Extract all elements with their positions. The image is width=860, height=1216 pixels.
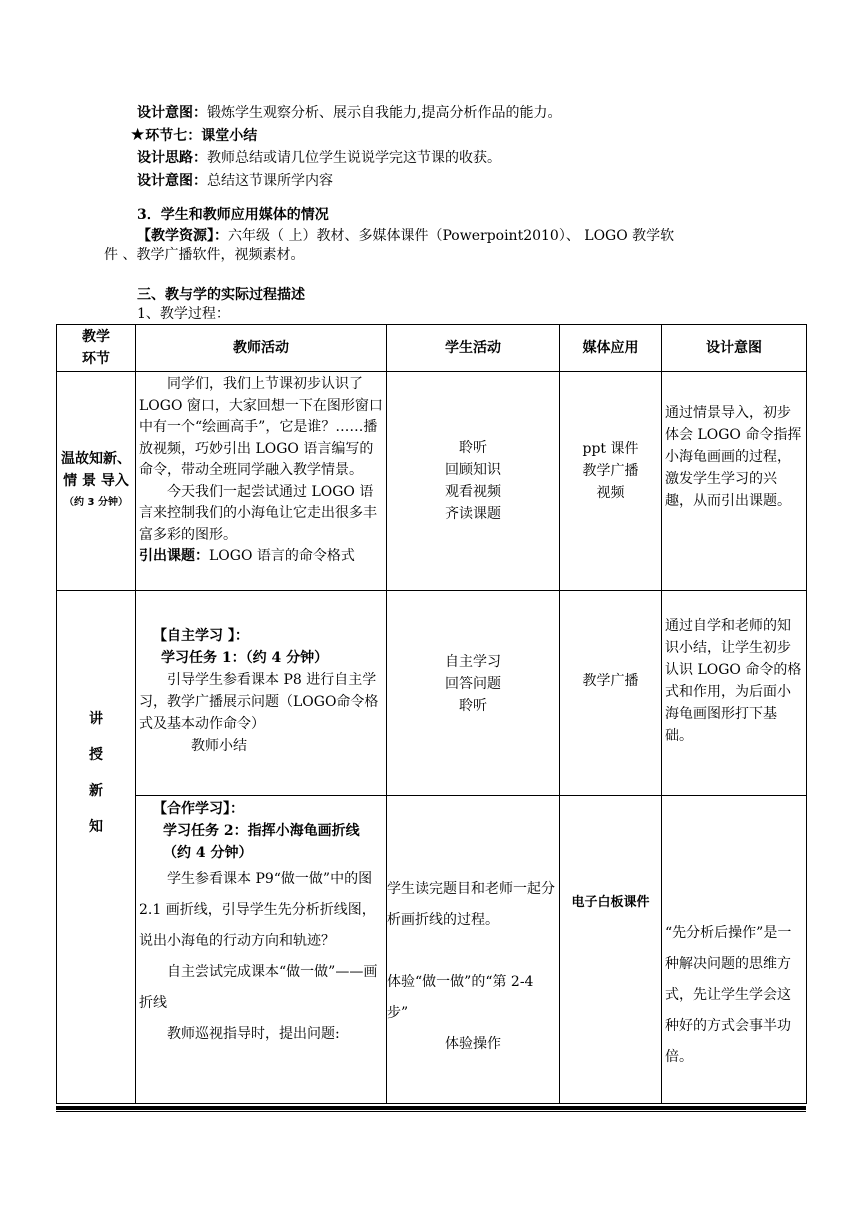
stage-cell <box>57 591 136 1104</box>
stage-char: 授 <box>89 747 103 763</box>
header-stage: 教学 环节 <box>57 325 136 372</box>
media-cell <box>560 372 662 591</box>
text: 总结这节课所学内容 <box>207 173 333 189</box>
resources-line-2: 件 、教学广播软件，视频素材。 <box>104 247 305 263</box>
intent-cell <box>662 372 807 591</box>
label: 设计思路： <box>137 150 207 166</box>
label: 设计意图： <box>137 105 207 121</box>
process-heading: 三、教与学的实际过程描述 <box>137 287 305 303</box>
table-bottom-rule-thin <box>56 1111 806 1112</box>
media-item: ppt 课件 <box>582 441 639 457</box>
stage-cell <box>57 372 136 591</box>
intent-cell <box>662 796 807 1104</box>
intent-text: “先分析后操作”是一种解决问题的思维方式，先让学生学会这种好的方式会事半功倍。 <box>665 925 792 1065</box>
student-activity-cell <box>387 372 560 591</box>
stage-line: 情 景 导入 <box>63 473 129 489</box>
student-item: 回顾知识 <box>445 462 501 478</box>
media-heading: 3．学生和教师应用媒体的情况 <box>137 207 329 223</box>
task-title: 学习任务 1：（约 4 分钟） <box>161 650 329 666</box>
paragraph: 教师巡视指导时，提出问题: <box>167 1026 340 1042</box>
stage-time: （约 3 分钟） <box>64 497 128 508</box>
label: 设计意图： <box>137 173 207 189</box>
section-title: 环节七：课堂小结 <box>145 128 258 144</box>
media-cell <box>560 591 662 796</box>
intent-cell <box>662 591 807 796</box>
student-activity-cell <box>387 591 560 796</box>
paragraph: 体验操作 <box>445 1036 501 1052</box>
text: 锻炼学生观察分析、展示自我能力,提高分析作品的能力。 <box>207 105 562 121</box>
intent-text: 通过情景导入，初步体会 LOGO 命令指挥小海龟画画的过程，激发学生学习的兴趣，从而引出课题。 <box>665 405 802 509</box>
paragraph: 自主尝试完成课本“做一做”——画折线 <box>139 964 378 1011</box>
student-item: 观看视频 <box>445 484 501 500</box>
student-item: 聆听 <box>459 698 487 714</box>
student-item: 自主学习 <box>445 654 501 670</box>
text: 六年级（ 上）教材、多媒体课件（Powerpoint2010）、 LOGO 教学软 <box>228 228 675 244</box>
design-intent-line <box>137 103 561 123</box>
student-item: 聆听 <box>459 440 487 456</box>
paragraph: 同学们，我们上节课初步认识了 LOGO 窗口，大家回想一下在图形窗口中有一个“绘画高手”，它是谁？……播放视频，巧妙引出 LOGO 语言编写的命令，带动全班同学融入教学情景。 <box>139 376 383 478</box>
teaching-process-table <box>56 324 807 1104</box>
student-item: 齐读课题 <box>445 506 501 522</box>
paragraph: 今天我们一起尝试通过 LOGO 语言来控制我们的小海龟让它走出很多丰富多彩的图形。 <box>139 483 377 543</box>
student-item: 回答问题 <box>445 676 501 692</box>
header-media: 媒体应用 <box>560 325 662 372</box>
intent-text: 通过自学和老师的知识小结，让学生初步认识 LOGO 命令的格式和作用，为后面小海龟画图形打下基础。 <box>665 618 802 744</box>
table-row <box>57 372 807 591</box>
teacher-activity-cell <box>136 372 387 591</box>
activity-head: 【合作学习】： <box>153 801 244 817</box>
section-heading <box>130 125 257 146</box>
header-teacher: 教师活动 <box>136 325 387 372</box>
table-row <box>57 796 807 1104</box>
label: 【教学资源】： <box>137 228 228 244</box>
paragraph: 学生读完题目和老师一起分析画折线的过程。 <box>387 881 555 928</box>
student-activity-cell <box>387 796 560 1104</box>
design-idea-line <box>137 148 501 168</box>
summary: 教师小结 <box>191 738 247 754</box>
text: 教师总结或请几位学生说说学完这节课的收获。 <box>207 150 501 166</box>
paragraph: 学生参看课本 P9“做一做”中的图 2.1 画折线，引导学生先分析折线图，说出小海龟的行动方向和轨迹？ <box>139 871 376 949</box>
media-item: 电子白板课件 <box>571 895 650 910</box>
text: LOGO 语言的命令格式 <box>209 548 355 564</box>
media-item: 教学广播 <box>582 673 639 689</box>
activity-head: 【自主学习 】： <box>153 628 249 644</box>
label: 引出课题： <box>139 548 209 564</box>
table-row <box>57 591 807 796</box>
header-intent: 设计意图 <box>662 325 807 372</box>
teacher-activity-cell <box>136 796 387 1104</box>
media-cell <box>560 796 662 1104</box>
teacher-activity-cell <box>136 591 387 796</box>
design-intent-line-2 <box>137 171 333 191</box>
media-item: 视频 <box>596 485 625 501</box>
stage-line: 温故知新、 <box>61 451 131 467</box>
stage-char: 讲 <box>89 711 103 727</box>
resources-line <box>137 226 674 246</box>
table-bottom-rule <box>56 1106 806 1110</box>
star-icon: ★ <box>130 125 146 145</box>
stage-char: 知 <box>89 819 103 835</box>
paragraph: 引导学生参看课本 P8 进行自主学习，教学广播展示问题（LOGO命令格式及基本动作命令） <box>139 672 379 732</box>
table-header-row <box>57 325 807 372</box>
stage-char: 新 <box>89 783 103 799</box>
process-subheading: 1、教学过程： <box>137 306 230 322</box>
task-title: 学习任务 2：指挥小海龟画折线（约 4 分钟） <box>163 823 360 861</box>
media-item: 教学广播 <box>582 463 639 479</box>
paragraph: 体验“做一做”的“第 2-4 步” <box>387 974 534 1021</box>
header-student: 学生活动 <box>387 325 560 372</box>
